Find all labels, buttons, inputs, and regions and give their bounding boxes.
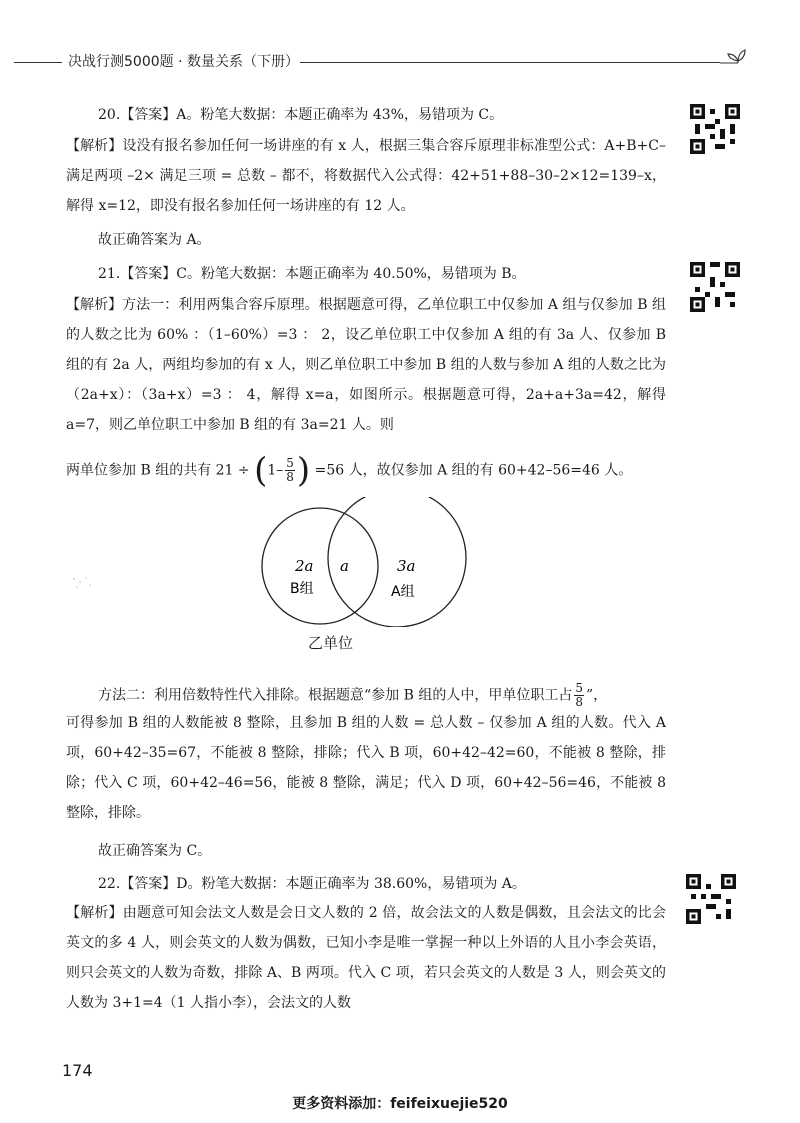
- formula-prefix: 两单位参加 B 组的共有 21 ÷: [66, 462, 250, 479]
- method2-suffix: ”，: [585, 687, 608, 704]
- qr-code-icon[interactable]: [690, 104, 740, 154]
- venn-diagram: [260, 497, 470, 627]
- fraction-denominator: 8: [575, 695, 583, 709]
- venn-right-value: 3a: [397, 557, 416, 575]
- venn-middle-value: a: [340, 557, 349, 575]
- venn-left-label: B组: [290, 581, 314, 597]
- venn-left-value: 2a: [295, 557, 314, 575]
- left-paren: (: [254, 450, 268, 491]
- header-rule-right: [300, 62, 720, 63]
- right-paren: ): [296, 450, 311, 491]
- method2-body: 可得参加 B 组的人数能被 8 整除，且参加 B 组的人数 = 总人数 – 仅参加 A 组的人数。代入 A 项，60+42–35=67，不能被 8 整除，排除；代入 B 项，60+42–42=60，不能被 8 整除，排除；代入 C 项，60+42–46=56，能被 8 整除，满足；代入 D 项，60+42–56=46，不能被 8 整除，排除。: [66, 715, 666, 821]
- header-rule-left: [14, 62, 62, 63]
- sprout-icon: [718, 46, 752, 72]
- venn-circle-b: [262, 508, 378, 624]
- analysis-q21: 【解析】方法一：利用两集合容斥原理。根据题意可得，乙单位职工中仅参加 A 组与仅参加 B 组的人数之比为 60% ：（1–60%）=3 ： 2，设乙单位职工中仅参加 A 组的有 3a 人、仅参加 B 组的有 2a 人，两组均参加的有 x 人，则乙单位职工中参加 B 组的人数与参加 A 组的人数之比为（2a+x）：（3a+x）=3 ： 4，解得 x=a，如图所示。根据题意可得，2a+a+3a=42，解得 a=7，则乙单位职工中参加 B 组的有 3a=21 人。则: [66, 297, 666, 433]
- footer-note: 更多资料添加：feifeixuejie520: [292, 1096, 508, 1112]
- fraction: [285, 457, 295, 484]
- analysis-q22: 【解析】由题意可知会法文人数是会日文人数的 2 倍，故会法文的人数是偶数，且会法文的比会英文的多 4 人，则会英文的人数为偶数，已知小李是唯一掌握一种以上外语的人且小李会英语，则只会英文的人数为奇数，排除 A、B 两项。代入 C 项，若只会英文的人数是 3 人，则会英文的人数为 3+1=4（1 人指小李），会法文的人数: [66, 905, 666, 1011]
- analysis-q20: 【解析】设没有报名参加任何一场讲座的有 x 人，根据三集合容斥原理非标准型公式：A+B+C– 满足两项 –2× 满足三项 = 总数 – 都不，将数据代入公式得：42+51+88–30–2×12=139–x，解得 x=12，即没有报名参加任何一场讲座的有 12 人。: [66, 138, 666, 214]
- answer-line-q20: 20.【答案】A。粉笔大数据：本题正确率为 43%，易错项为 C。: [98, 107, 504, 123]
- venn-caption: 乙单位: [308, 634, 354, 652]
- venn-right-label: A组: [391, 584, 415, 600]
- formula-line-q21: [66, 450, 633, 491]
- fraction-denominator: 8: [286, 470, 294, 484]
- book-title: 决战行测5000题 · 数量关系（下册）: [68, 54, 299, 70]
- formula-one: 1–: [267, 462, 284, 479]
- page-number: 174: [62, 1061, 93, 1080]
- qr-code-icon[interactable]: [686, 874, 736, 924]
- scan-noise: [70, 575, 100, 595]
- answer-line-q21: 21.【答案】C。粉笔大数据：本题正确率为 40.50%，易错项为 B。: [98, 266, 526, 282]
- conclusion-q20: 故正确答案为 A。: [98, 232, 211, 248]
- conclusion-q21: 故正确答案为 C。: [98, 843, 212, 859]
- formula-suffix: =56 人，故仅参加 A 组的有 60+42–56=46 人。: [314, 462, 633, 479]
- fraction-numerator: 5: [286, 456, 294, 470]
- method2-first-line: [98, 682, 607, 709]
- fraction: [574, 682, 584, 709]
- running-header: [0, 46, 800, 76]
- answer-line-q22: 22.【答案】D。粉笔大数据：本题正确率为 38.60%，易错项为 A。: [98, 876, 526, 892]
- qr-code-icon[interactable]: [690, 262, 740, 312]
- method2-prefix: 方法二：利用倍数特性代入排除。根据题意“参加 B 组的人中，甲单位职工占: [98, 687, 573, 704]
- fraction-numerator: 5: [575, 681, 583, 695]
